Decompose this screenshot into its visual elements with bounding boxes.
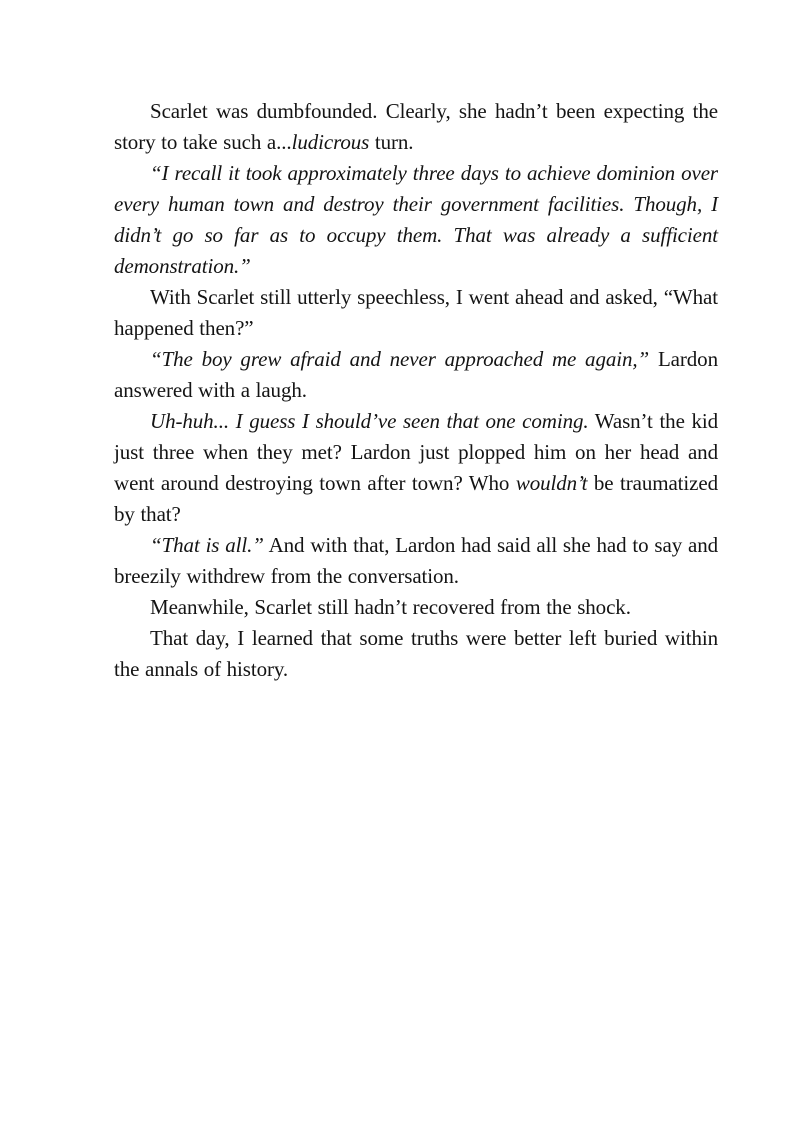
text-run: be traumatized by that? <box>114 471 718 526</box>
page-text <box>114 96 718 685</box>
paragraph <box>114 530 718 592</box>
paragraph <box>114 96 718 158</box>
text-run: Wasn’t the kid just three when they met? Lardon just plopped him on her head and went around destroying town after town? Who <box>114 409 718 495</box>
text-run: With Scarlet still utterly speechless, I went ahead and asked, “What happened then?” <box>114 285 718 340</box>
italic-text-run: wouldn’t <box>515 471 588 495</box>
italic-text-run: Uh-huh... I guess I should’ve seen that one coming. <box>150 409 589 433</box>
italic-text-run: ludicrous <box>291 130 370 154</box>
paragraph <box>114 623 718 685</box>
paragraph <box>114 158 718 282</box>
italic-text-run: “That is all.” <box>150 533 264 557</box>
text-run: And with that, Lardon had said all she had to say and breezily withdrew from the conversation. <box>114 533 718 588</box>
italic-text-run: “The boy grew afraid and never approached me again,” <box>150 347 650 371</box>
text-run: Lardon answered with a laugh. <box>114 347 718 402</box>
text-run: Meanwhile, Scarlet still hadn’t recovered from the shock. <box>150 595 631 619</box>
paragraph <box>114 592 718 623</box>
text-run: That day, I learned that some truths were better left buried within the annals of history. <box>114 626 718 681</box>
paragraph <box>114 344 718 406</box>
text-run: Scarlet was dumbfounded. Clearly, she hadn’t been expecting the story to take such a... <box>114 99 718 154</box>
italic-text-run: “I recall it took approximately three days to achieve dominion over every human town and destroy their government facilities. Though, I didn’t go so far as to occupy them. That was already a sufficient demonstration.” <box>114 161 718 278</box>
paragraph <box>114 282 718 344</box>
paragraph <box>114 406 718 530</box>
text-run: turn. <box>369 130 414 154</box>
